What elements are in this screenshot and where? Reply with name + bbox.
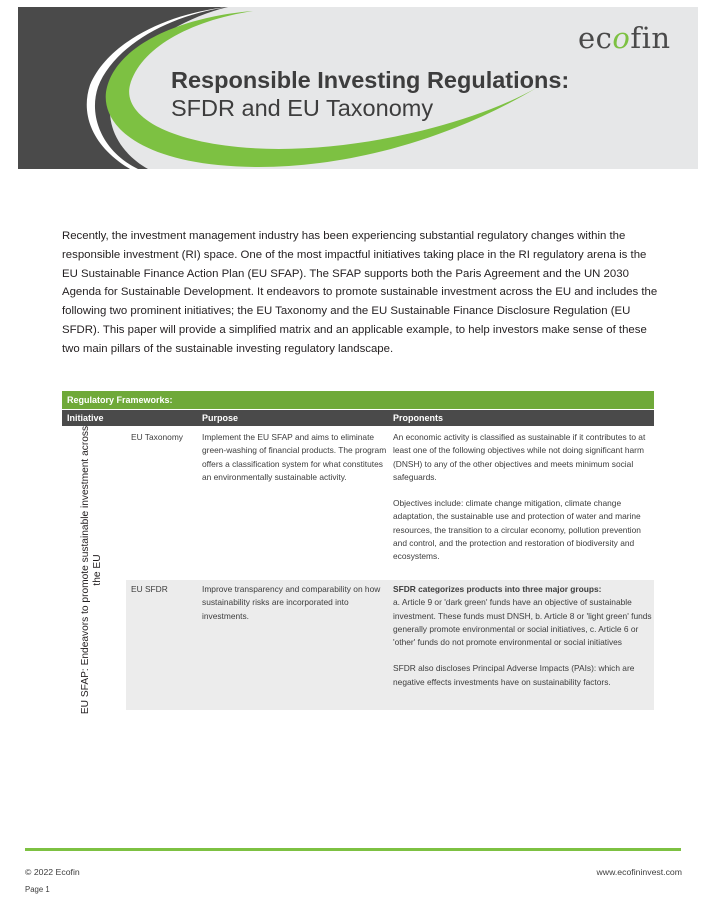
header-initiative: Initiative [67,413,104,423]
proponents-text [393,431,655,577]
proponents-paragraph: a. Article 9 or 'dark green' funds have an objective of sustainable investment. These funds must DNSH, b. Article 8 or 'light green' funds generally promote environmental or social initiatives, c. Article 6 or 'other' funds do not promote environmental or social initiatives [393,597,652,648]
website-link[interactable]: www.ecofininvest.com [596,867,682,877]
proponents-text [393,583,655,702]
page-subtitle: SFDR and EU Taxonomy [171,95,434,121]
purpose-text: Implement the EU SFAP and aims to eliminate green-washing of financial products. The program offers a classification system for what constitutes an environmentally sustainable activity. [202,432,387,482]
header-purpose: Purpose [202,413,239,423]
footer-divider [25,848,681,851]
purpose-text: Improve transparency and comparability on how sustainability risks are incorporated into investments. [202,584,381,621]
proponents-paragraph: An economic activity is classified as sustainable if it contributes to at least one of the following objectives while not doing significant harm (DNSH) to any of the other objectives and meets minimum social safeguards. [393,432,646,482]
table-row [126,428,654,578]
table-header-row [62,410,654,426]
page-title: Responsible Investing Regulations: [171,67,570,93]
ecofin-logo[interactable]: ecofin [578,21,671,55]
intro-paragraph: Recently, the investment management industry has been experiencing substantial regulatory changes within the responsible investment (RI) space. One of the most impactful initiatives taking place in the RI regulatory arena is the EU Sustainable Finance Action Plan (EU SFAP). The SFAP supports both the Paris Agreement and the UN 2030 Agenda for Sustainable Development. It endeavors to promote sustainable investment across the EU and includes the following two prominent initiatives; the EU Taxonomy and the EU Sustainable Finance Disclosure Regulation (EU SFDR). This paper will provide a simplified matrix and an applicable example, to help investors make sense of these two main pillars of the sustainable investing regulatory landscape. [62,230,658,355]
header-proponents: Proponents [393,413,444,423]
initiative-name: EU SFDR [131,584,168,594]
copyright-text: © 2022 Ecofin [25,867,80,877]
sfap-side-label: EU SFAP: Endeavors to promote sustainable investment across the EU [80,425,103,715]
table-row [126,580,654,710]
header-banner [18,7,698,169]
proponents-paragraph: SFDR also discloses Principal Adverse Impacts (PAIs): which are negative effects investments have on sustainability factors. [393,663,635,687]
proponents-heading: SFDR categorizes products into three major groups: [393,584,602,594]
table-title: Regulatory Frameworks: [62,391,654,409]
page-number: Page 1 [25,885,50,894]
proponents-paragraph: Objectives include: climate change mitigation, climate change adaptation, the sustainable use and protection of water and marine resources, the transition to a circular economy, pollution prevention and control, and the protection and restoration of biodiversity and ecosystems. [393,498,641,562]
initiative-name: EU Taxonomy [131,432,183,442]
